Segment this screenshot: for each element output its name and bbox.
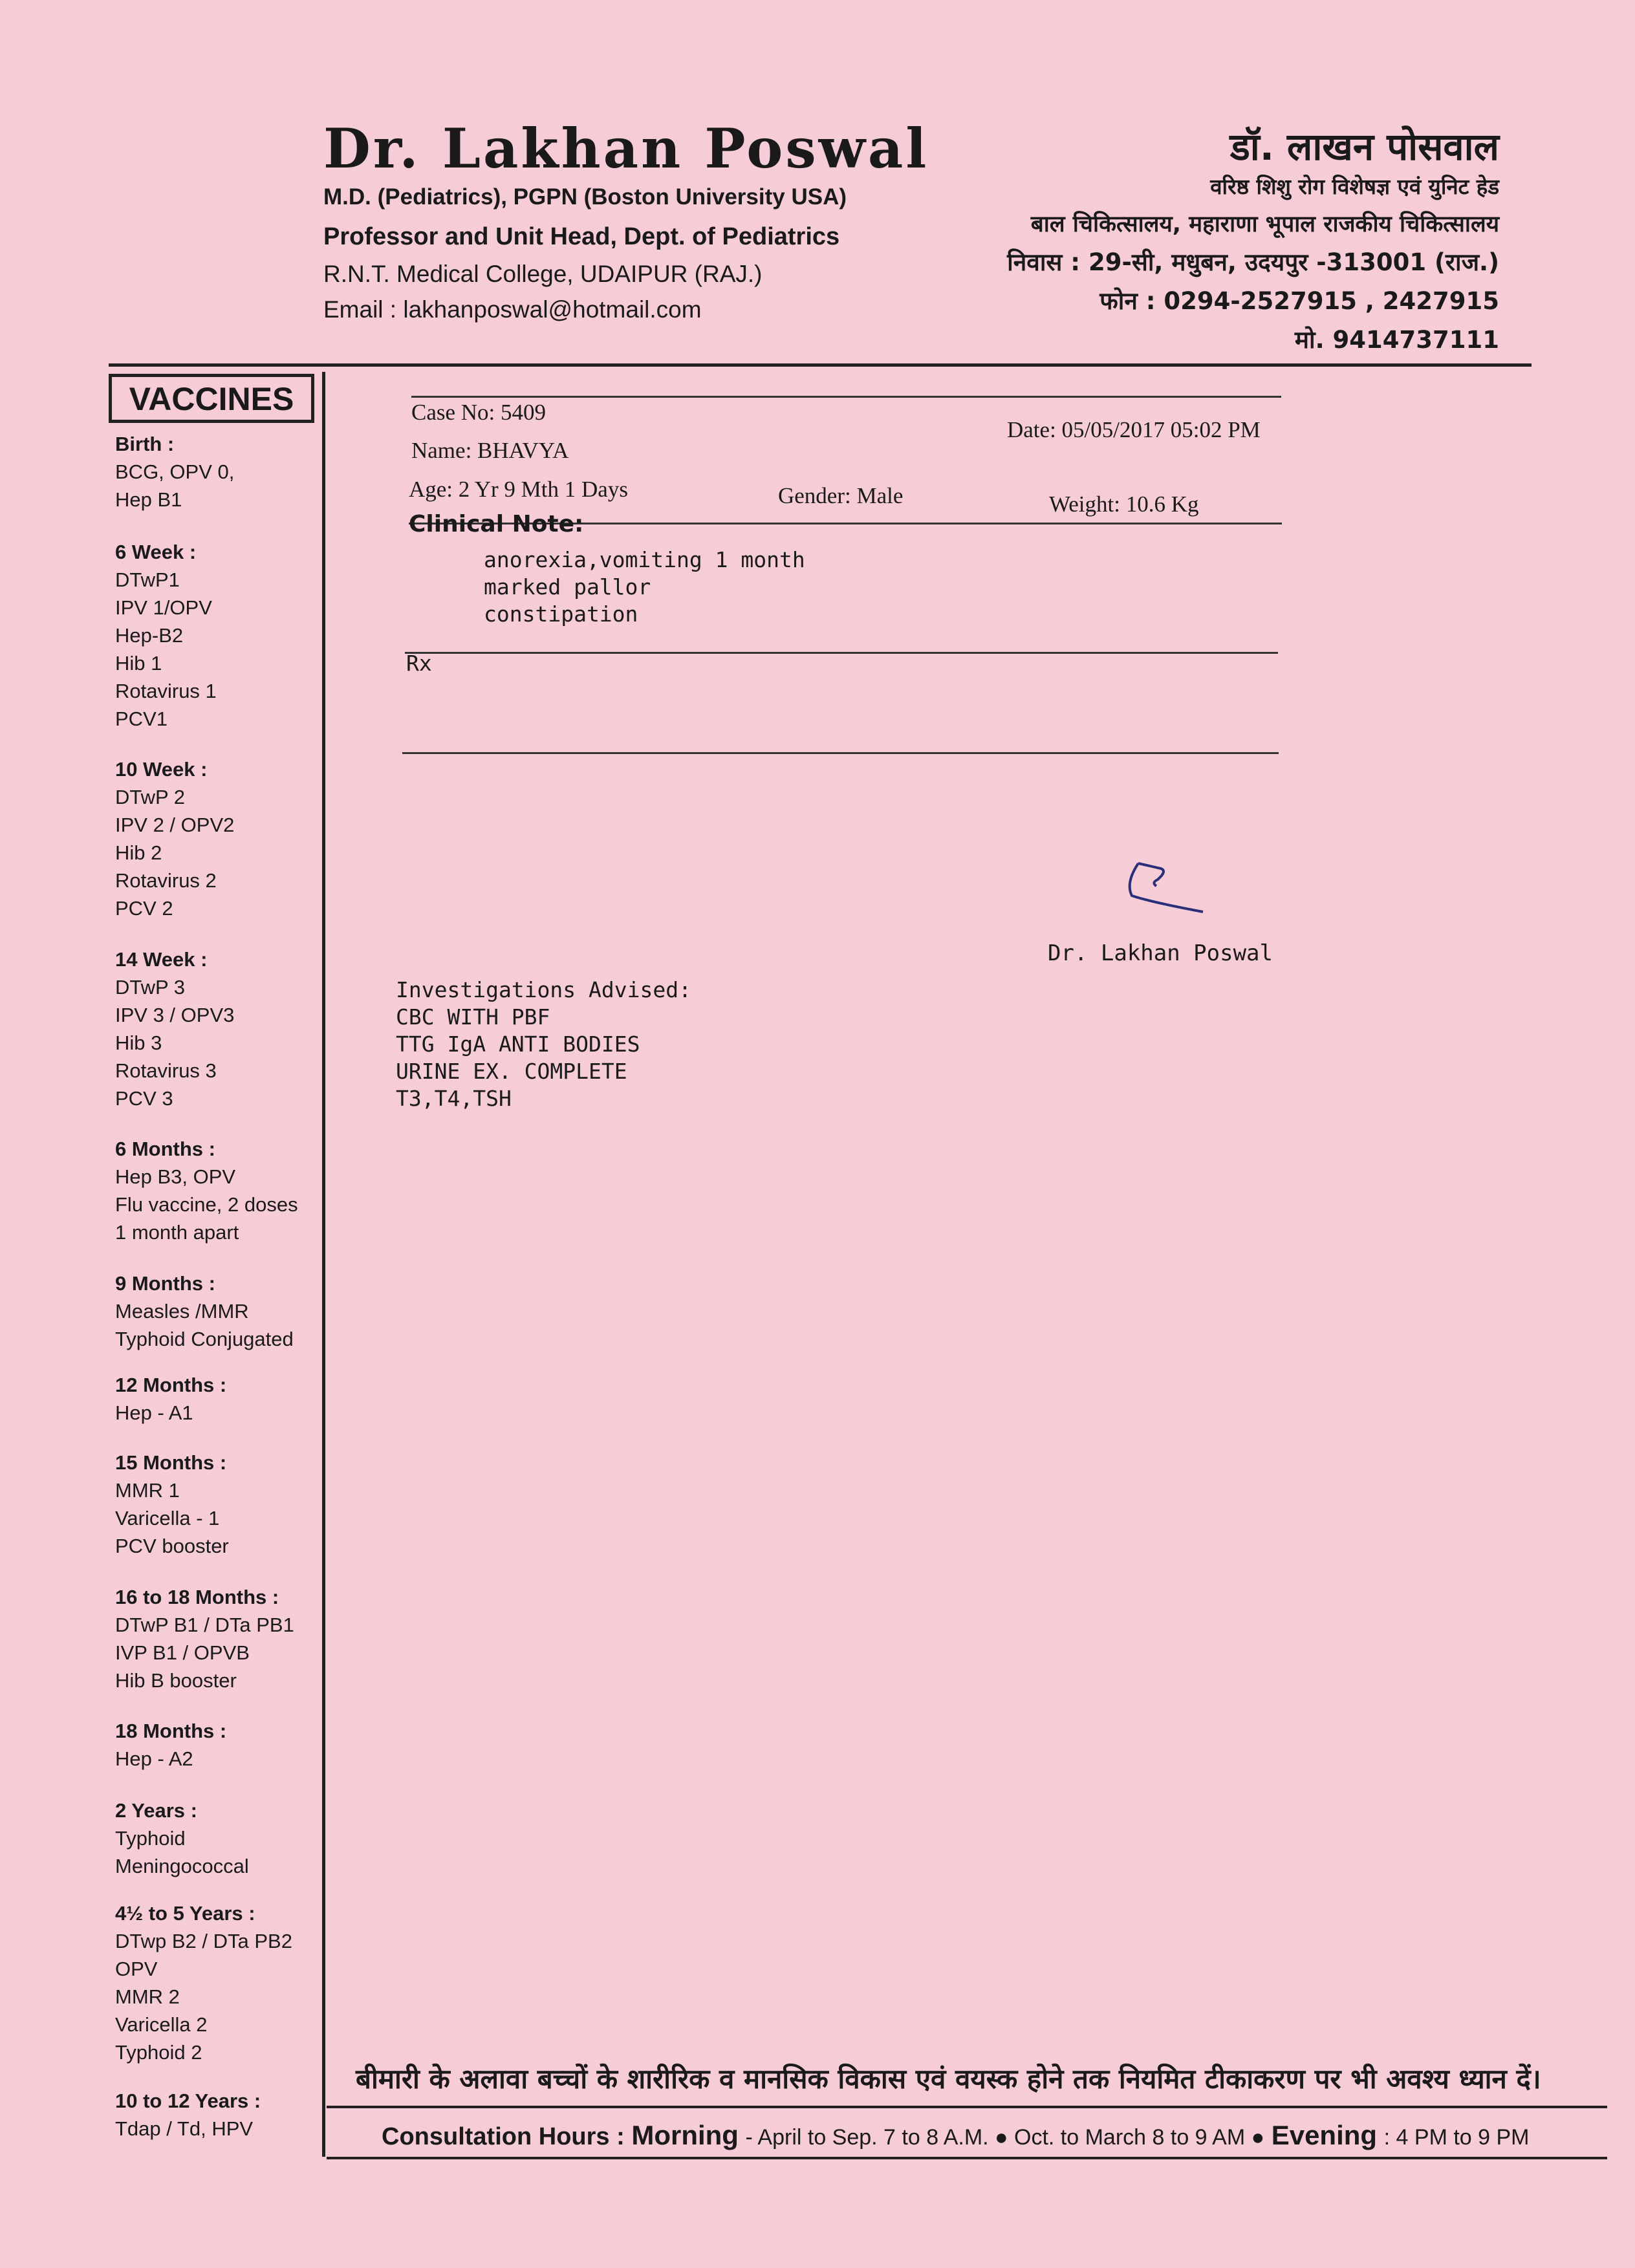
vaccine-group <box>115 538 217 733</box>
doctor-email: Email : lakhanposwal@hotmail.com <box>323 296 702 323</box>
investigation-item: T3,T4,TSH <box>396 1086 512 1111</box>
vaccines-title: VACCINES <box>109 374 314 423</box>
vaccine-item: IVP B1 / OPVB <box>115 1641 250 1664</box>
vaccine-item: Varicella - 1 <box>115 1507 220 1529</box>
vaccine-item: Hep - A1 <box>115 1401 193 1424</box>
footer-top-rule <box>327 2106 1607 2108</box>
header-divider <box>109 363 1532 367</box>
vaccine-group-heading: 12 Months : <box>115 1374 227 1396</box>
vaccine-item: IPV 2 / OPV2 <box>115 814 235 836</box>
vaccine-item: Meningococcal <box>115 1855 249 1877</box>
vaccine-item: Hib B booster <box>115 1669 237 1692</box>
consult-label: Consultation Hours : <box>382 2123 625 2150</box>
vaccine-item: DTwp B2 / DTa PB2 <box>115 1930 292 1952</box>
evening-label: Evening <box>1271 2120 1378 2150</box>
vaccine-group <box>115 1797 249 1880</box>
vaccine-item: DTwP B1 / DTa PB1 <box>115 1614 294 1636</box>
vaccine-group-heading: Birth : <box>115 433 175 455</box>
vaccine-group <box>115 1269 294 1353</box>
vaccine-item: Measles /MMR <box>115 1300 249 1323</box>
vaccine-group <box>115 2087 261 2143</box>
vaccine-group-heading: 4½ to 5 Years : <box>115 1902 255 1925</box>
vaccine-item: Hep B3, OPV <box>115 1165 236 1188</box>
case-top-rule <box>411 396 1281 398</box>
investigation-item: URINE EX. COMPLETE <box>396 1059 627 1084</box>
investigation-item: CBC WITH PBF <box>396 1004 550 1030</box>
vaccine-item: Typhoid Conjugated <box>115 1328 294 1350</box>
morning-hours: - April to Sep. 7 to 8 A.M. ● Oct. to March 8 to 9 AM ● <box>745 2125 1265 2150</box>
vaccine-item: IPV 3 / OPV3 <box>115 1004 235 1026</box>
vaccine-group <box>115 1583 294 1694</box>
clinical-note-list <box>484 546 805 628</box>
investigations-block <box>396 977 691 1112</box>
hindi-mobile: मो. 9414737111 <box>1294 326 1499 354</box>
vaccine-item: Rotavirus 3 <box>115 1059 217 1082</box>
vaccine-group-heading: 15 Months : <box>115 1451 227 1474</box>
vaccine-item: IPV 1/OPV <box>115 596 212 619</box>
vaccine-group <box>115 1899 292 2066</box>
vaccine-item: BCG, OPV 0, <box>115 460 235 483</box>
vaccine-item: OPV <box>115 1958 158 1980</box>
vaccine-item: DTwP 2 <box>115 786 185 808</box>
vaccine-group-heading: 10 Week : <box>115 758 208 781</box>
vaccine-item: Rotavirus 2 <box>115 869 217 892</box>
patient-weight: Weight: 10.6 Kg <box>1049 491 1199 517</box>
vaccine-item: DTwP1 <box>115 568 180 591</box>
vaccine-item: 1 month apart <box>115 1221 239 1244</box>
vaccine-group-heading: 14 Week : <box>115 948 208 971</box>
vaccine-item: Typhoid <box>115 1827 186 1850</box>
evening-hours: : 4 PM to 9 PM <box>1383 2125 1530 2150</box>
vaccine-group <box>115 1717 226 1773</box>
clinical-note-item: constipation <box>484 601 638 627</box>
doctor-name: Dr. Lakhan Poswal <box>323 116 929 180</box>
vaccine-group <box>115 945 234 1112</box>
vaccine-item: Hib 3 <box>115 1031 162 1054</box>
vaccine-item: MMR 2 <box>115 1985 180 2008</box>
patient-gender: Gender: Male <box>778 483 904 508</box>
vaccine-group-heading: 6 Months : <box>115 1138 215 1160</box>
consultation-hours <box>382 2120 1530 2151</box>
vaccine-group-heading: 16 to 18 Months : <box>115 1586 279 1608</box>
vaccine-item: Varicella 2 <box>115 2013 208 2036</box>
hindi-hospital: बाल चिकित्सालय, महाराणा भूपाल राजकीय चिकित्सालय <box>1030 211 1499 237</box>
vaccine-item: Rotavirus 1 <box>115 680 217 702</box>
vaccine-group <box>115 1449 229 1560</box>
vaccine-item: Hib 1 <box>115 652 162 675</box>
rx-top-rule <box>405 652 1278 654</box>
vaccine-group <box>115 1371 226 1427</box>
clinical-note-heading: Clinical Note: <box>409 511 584 537</box>
hindi-doctor-name: डॉ. लाखन पोसवाल <box>1229 125 1499 169</box>
vaccine-item: PCV 3 <box>115 1087 173 1110</box>
hindi-phone: फोन : 0294-2527915 , 2427915 <box>1099 287 1499 315</box>
vaccine-item: PCV booster <box>115 1535 229 1557</box>
vaccine-item: Hep B1 <box>115 488 182 511</box>
vaccine-item: PCV 2 <box>115 897 173 920</box>
footer-hindi-note: बीमारी के अलावा बच्चों के शारीरिक व मानसिक विकास एवं वयस्क होने तक नियमित टीकाकरण पर भी अवश्य ध्यान दें। <box>356 2063 1541 2095</box>
vaccine-item: Hib 2 <box>115 841 162 864</box>
vaccine-item: DTwP 3 <box>115 976 185 999</box>
vaccine-group-heading: 6 Week : <box>115 541 197 563</box>
vaccine-item: Typhoid 2 <box>115 2041 202 2064</box>
rx-label: Rx <box>406 651 432 676</box>
vaccine-group-heading: 9 Months : <box>115 1272 215 1295</box>
clinical-note-item: anorexia,vomiting 1 month <box>484 547 805 572</box>
vaccine-group <box>115 1135 298 1246</box>
patient-name: Name: BHAVYA <box>411 438 569 463</box>
vaccine-item: MMR 1 <box>115 1479 180 1502</box>
vaccine-item: Hep - A2 <box>115 1747 193 1770</box>
footer-bottom-rule <box>327 2157 1607 2159</box>
signature-scribble <box>1112 850 1209 915</box>
vaccine-group-heading: 2 Years : <box>115 1799 197 1822</box>
investigation-item: TTG IgA ANTI BODIES <box>396 1031 640 1057</box>
signature-name: Dr. Lakhan Poswal <box>1048 940 1273 966</box>
vaccine-item: PCV1 <box>115 707 168 730</box>
vaccine-item: Hep-B2 <box>115 624 184 647</box>
vaccine-group <box>115 755 234 922</box>
vaccine-group <box>115 430 234 513</box>
vaccine-item: Tdap / Td, HPV <box>115 2117 254 2140</box>
patient-age: Age: 2 Yr 9 Mth 1 Days <box>409 477 628 502</box>
rx-bottom-rule <box>402 752 1279 754</box>
vaccine-group-heading: 18 Months : <box>115 1720 227 1742</box>
doctor-position: Professor and Unit Head, Dept. of Pediatrics <box>323 223 840 250</box>
hindi-title: वरिष्ठ शिशु रोग विशेषज्ञ एवं युनिट हेड <box>1210 174 1499 199</box>
investigations-heading: Investigations Advised: <box>396 977 691 1002</box>
hindi-address: निवास : 29-सी, मधुबन, उदयपुर -313001 (राज.) <box>1007 248 1499 276</box>
morning-label: Morning <box>631 2120 739 2150</box>
doctor-degree: M.D. (Pediatrics), PGPN (Boston University USA) <box>323 184 847 210</box>
clinical-note-item: marked pallor <box>484 574 651 599</box>
vaccine-item: Flu vaccine, 2 doses <box>115 1193 298 1216</box>
vaccine-group-heading: 10 to 12 Years : <box>115 2090 261 2112</box>
case-date: Date: 05/05/2017 05:02 PM <box>1007 417 1261 442</box>
case-number: Case No: 5409 <box>411 400 547 425</box>
college-address: R.N.T. Medical College, UDAIPUR (RAJ.) <box>323 261 763 287</box>
